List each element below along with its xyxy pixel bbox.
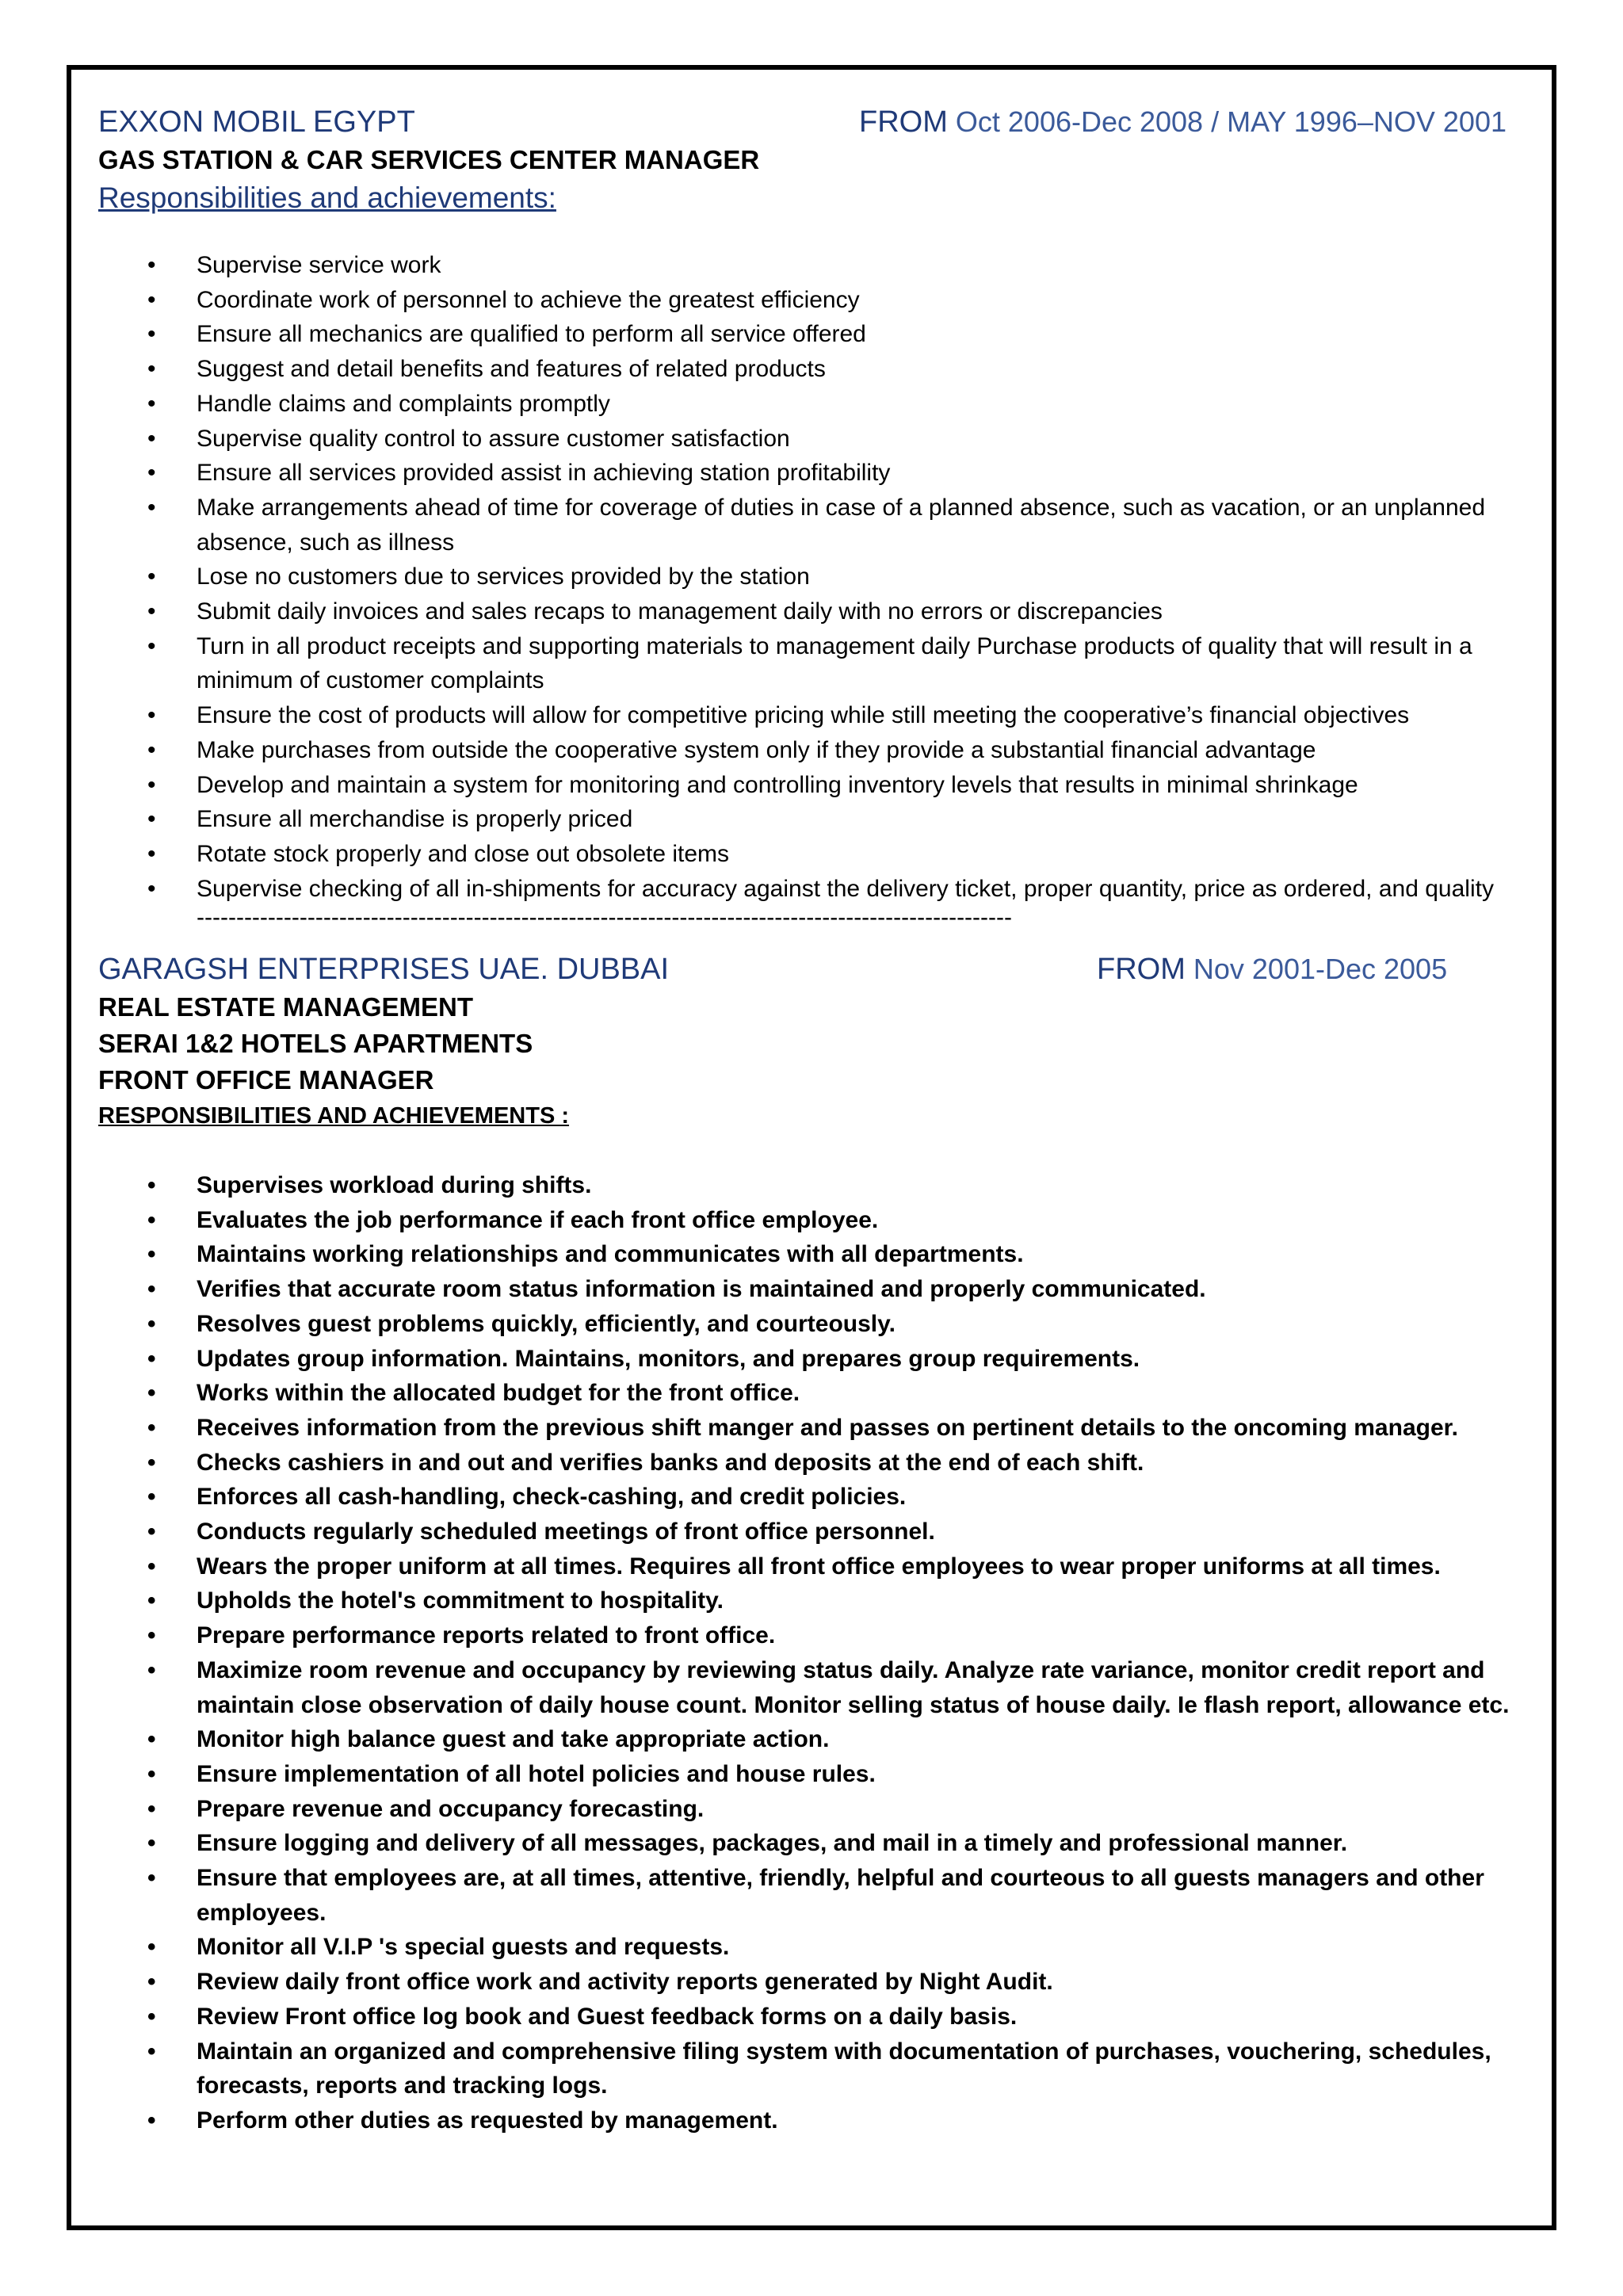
bullet-icon: • (147, 771, 156, 798)
list-item (98, 1549, 1526, 1584)
bullet-icon: • (147, 1380, 156, 1407)
list-item-text: Receives information from the previous shift manger and passes on pertinent details to the oncoming manager. (197, 1414, 1458, 1441)
list-item (98, 629, 1526, 698)
list-item (98, 1203, 1526, 1238)
list-item-text: Submit daily invoices and sales recaps to management daily with no errors or discrepancies (197, 598, 1163, 625)
list-item (98, 872, 1526, 907)
list-item (98, 837, 1526, 872)
from-label: FROM (859, 105, 948, 139)
bullet-icon: • (147, 702, 156, 729)
list-item-text: Evaluates the job performance if each front office employee. (197, 1206, 879, 1233)
bullet-icon: • (147, 1553, 156, 1580)
list-item-text: Prepare performance reports related to front office. (197, 1622, 776, 1649)
bullet-icon: • (147, 1276, 156, 1303)
bullet-icon: • (147, 632, 156, 659)
list-item (98, 560, 1526, 594)
job-title: GAS STATION & CAR SERVICES CENTER MANAGER (98, 145, 760, 174)
date-range: Nov 2001-Dec 2005 (1193, 953, 1448, 985)
bullet-icon: • (147, 2003, 156, 2030)
list-item (98, 802, 1526, 837)
list-item (98, 283, 1526, 318)
bullet-icon: • (147, 806, 156, 833)
list-item-text: Perform other duties as requested by management. (197, 2107, 778, 2134)
bullet-icon: • (147, 598, 156, 625)
list-item-text: Upholds the hotel's commitment to hospitality. (197, 1587, 724, 1614)
list-item-text: Turn in all product receipts and supporting materials to management daily Purchase products of quality that will result in a minimum of customer complaints (197, 632, 1472, 694)
list-item-text: Lose no customers due to services provided by the station (197, 563, 810, 590)
bullet-icon: • (147, 2107, 156, 2134)
bullet-icon: • (147, 494, 156, 521)
section-divider: ------------------------------------------------------------------------------------------------------- (197, 906, 1012, 930)
list-item-text: Ensure the cost of products will allow for competitive pricing while still meeting the cooperative’s financial objectives (197, 702, 1410, 729)
list-item (98, 1411, 1526, 1446)
bullet-icon: • (147, 1484, 156, 1511)
list-item-text: Make purchases from outside the cooperative system only if they provide a substantial financial advantage (197, 736, 1316, 763)
bullet-icon: • (147, 460, 156, 487)
bullet-icon: • (147, 1795, 156, 1822)
bullet-icon: • (147, 1830, 156, 1857)
list-item-text: Maximize room revenue and occupancy by reviewing status daily. Analyze rate variance, monitor credit report and maintain close observation of daily house count. Monitor selling status of house daily. Ie flash report, allowance etc. (197, 1656, 1510, 1718)
list-item (98, 1930, 1526, 1965)
bullet-icon: • (147, 840, 156, 867)
company-header-row (98, 949, 1541, 989)
bullet-icon: • (147, 1969, 156, 1996)
bullet-icon: • (147, 321, 156, 348)
responsibilities-list (98, 1168, 1541, 2138)
bullet-icon: • (147, 1241, 156, 1268)
employment-period (859, 102, 1507, 142)
list-item (98, 491, 1526, 560)
company-header-row (98, 102, 1541, 142)
list-item-text: Maintain an organized and comprehensive filing system with documentation of purchases, vouchering, schedules, forecasts, reports and tracking logs. (197, 2038, 1491, 2099)
list-item (98, 594, 1526, 629)
bullet-icon: • (147, 1934, 156, 1961)
list-item-text: Enforces all cash-handling, check-cashing, and credit policies. (197, 1484, 907, 1511)
list-item-text: Coordinate work of personnel to achieve the greatest efficiency (197, 286, 860, 313)
bullet-icon: • (147, 736, 156, 763)
list-item (98, 1826, 1526, 1861)
list-item (98, 768, 1526, 803)
property-title: SERAI 1&2 HOTELS APARTMENTS (98, 1029, 533, 1058)
list-item-text: Develop and maintain a system for monitoring and controlling inventory levels that results in minimal shrinkage (197, 771, 1358, 798)
list-item (98, 1480, 1526, 1515)
list-item (98, 317, 1526, 352)
list-item (98, 248, 1526, 283)
list-item (98, 1376, 1526, 1411)
bullet-icon: • (147, 1414, 156, 1441)
bullet-icon: • (147, 563, 156, 590)
bullet-icon: • (147, 2038, 156, 2065)
bullet-icon: • (147, 1206, 156, 1233)
bullet-icon: • (147, 356, 156, 383)
list-item-text: Conducts regularly scheduled meetings of front office personnel. (197, 1519, 935, 1545)
list-item (98, 1757, 1526, 1792)
list-item-text: Ensure logging and delivery of all messages, packages, and mail in a timely and professional manner. (197, 1830, 1348, 1857)
list-item (98, 1653, 1526, 1722)
experience-exxon (98, 102, 1541, 930)
list-item-text: Updates group information. Maintains, monitors, and prepares group requirements. (197, 1345, 1140, 1372)
experience-garagsh (98, 949, 1541, 2138)
list-item-text: Monitor all V.I.P 's special guests and requests. (197, 1934, 730, 1961)
list-item (98, 1342, 1526, 1377)
bullet-icon: • (147, 1622, 156, 1649)
list-item-text: Resolves guest problems quickly, efficiently, and courteously. (197, 1310, 896, 1337)
bullet-icon: • (147, 390, 156, 417)
list-item-text: Checks cashiers in and out and verifies banks and deposits at the end of each shift. (197, 1449, 1144, 1476)
list-item (98, 1446, 1526, 1480)
list-item (98, 352, 1526, 387)
bullet-icon: • (147, 286, 156, 313)
list-item-text: Supervise checking of all in-shipments for accuracy against the delivery ticket, proper quantity, price as ordered, and quality (197, 875, 1494, 902)
responsibilities-heading: RESPONSIBILITIES AND ACHIEVEMENTS : (98, 1103, 570, 1129)
list-item-text: Review Front office log book and Guest feedback forms on a daily basis. (197, 2003, 1018, 2030)
from-label: FROM (1097, 953, 1186, 986)
employment-period (1097, 949, 1447, 989)
bullet-icon: • (147, 1656, 156, 1683)
list-item-text: Ensure all services provided assist in achieving station profitability (197, 460, 891, 487)
company-name: EXXON MOBIL EGYPT (98, 105, 415, 139)
bullet-icon: • (147, 1760, 156, 1787)
list-item-text: Rotate stock properly and close out obsolete items (197, 840, 730, 867)
list-item-text: Supervises workload during shifts. (197, 1172, 592, 1198)
list-item-text: Works within the allocated budget for the front office. (197, 1380, 800, 1407)
list-item (98, 387, 1526, 422)
job-title: FRONT OFFICE MANAGER (98, 1065, 434, 1095)
list-item-text: Suggest and detail benefits and features of related products (197, 356, 826, 383)
list-item-text: Ensure that employees are, at all times, attentive, friendly, helpful and courteous to all guests managers and other employees. (197, 1865, 1484, 1926)
list-item (98, 2103, 1526, 2138)
list-item (98, 456, 1526, 491)
list-item-text: Ensure all merchandise is properly priced (197, 806, 633, 833)
list-item (98, 1965, 1526, 2000)
bullet-icon: • (147, 875, 156, 902)
bullet-icon: • (147, 1865, 156, 1892)
list-item-text: Review daily front office work and activity reports generated by Night Audit. (197, 1969, 1053, 1996)
list-item (98, 698, 1526, 733)
list-item (98, 2000, 1526, 2034)
list-item (98, 1168, 1526, 1203)
list-item-text: Maintains working relationships and communicates with all departments. (197, 1241, 1024, 1268)
list-item (98, 2034, 1526, 2103)
list-item-text: Make arrangements ahead of time for coverage of duties in case of a planned absence, such as vacation, or an unplanned absence, such as illness (197, 494, 1486, 556)
list-item (98, 1515, 1526, 1549)
list-item (98, 1272, 1526, 1307)
list-item-text: Wears the proper uniform at all times. Requires all front office employees to wear proper uniforms at all times. (197, 1553, 1441, 1580)
bullet-icon: • (147, 1345, 156, 1372)
list-item (98, 1792, 1526, 1827)
company-name: GARAGSH ENTERPRISES UAE. DUBBAI (98, 953, 670, 986)
list-item (98, 1584, 1526, 1618)
bullet-icon: • (147, 1587, 156, 1614)
list-item-text: Monitor high balance guest and take appropriate action. (197, 1726, 830, 1753)
bullet-icon: • (147, 1449, 156, 1476)
bullet-icon: • (147, 1172, 156, 1198)
responsibilities-heading: Responsibilities and achievements: (98, 181, 556, 214)
list-item (98, 1237, 1526, 1272)
list-item (98, 1722, 1526, 1757)
date-range: Oct 2006-Dec 2008 / MAY 1996–NOV 2001 (955, 105, 1507, 138)
bullet-icon: • (147, 252, 156, 278)
department-title: REAL ESTATE MANAGEMENT (98, 992, 474, 1022)
bullet-icon: • (147, 1726, 156, 1753)
list-item-text: Handle claims and complaints promptly (197, 390, 610, 417)
list-item-text: Verifies that accurate room status information is maintained and properly communicated. (197, 1276, 1206, 1303)
list-item-text: Prepare revenue and occupancy forecasting. (197, 1795, 705, 1822)
responsibilities-list (98, 248, 1541, 906)
list-item-text: Supervise service work (197, 252, 441, 278)
list-item (98, 422, 1526, 457)
bullet-icon: • (147, 1310, 156, 1337)
bullet-icon: • (147, 425, 156, 452)
list-item (98, 1861, 1526, 1930)
list-item (98, 1618, 1526, 1653)
list-item (98, 733, 1526, 768)
list-item-text: Supervise quality control to assure customer satisfaction (197, 425, 790, 452)
list-item (98, 1307, 1526, 1342)
bullet-icon: • (147, 1519, 156, 1545)
list-item-text: Ensure implementation of all hotel policies and house rules. (197, 1760, 876, 1787)
list-item-text: Ensure all mechanics are qualified to perform all service offered (197, 321, 866, 348)
